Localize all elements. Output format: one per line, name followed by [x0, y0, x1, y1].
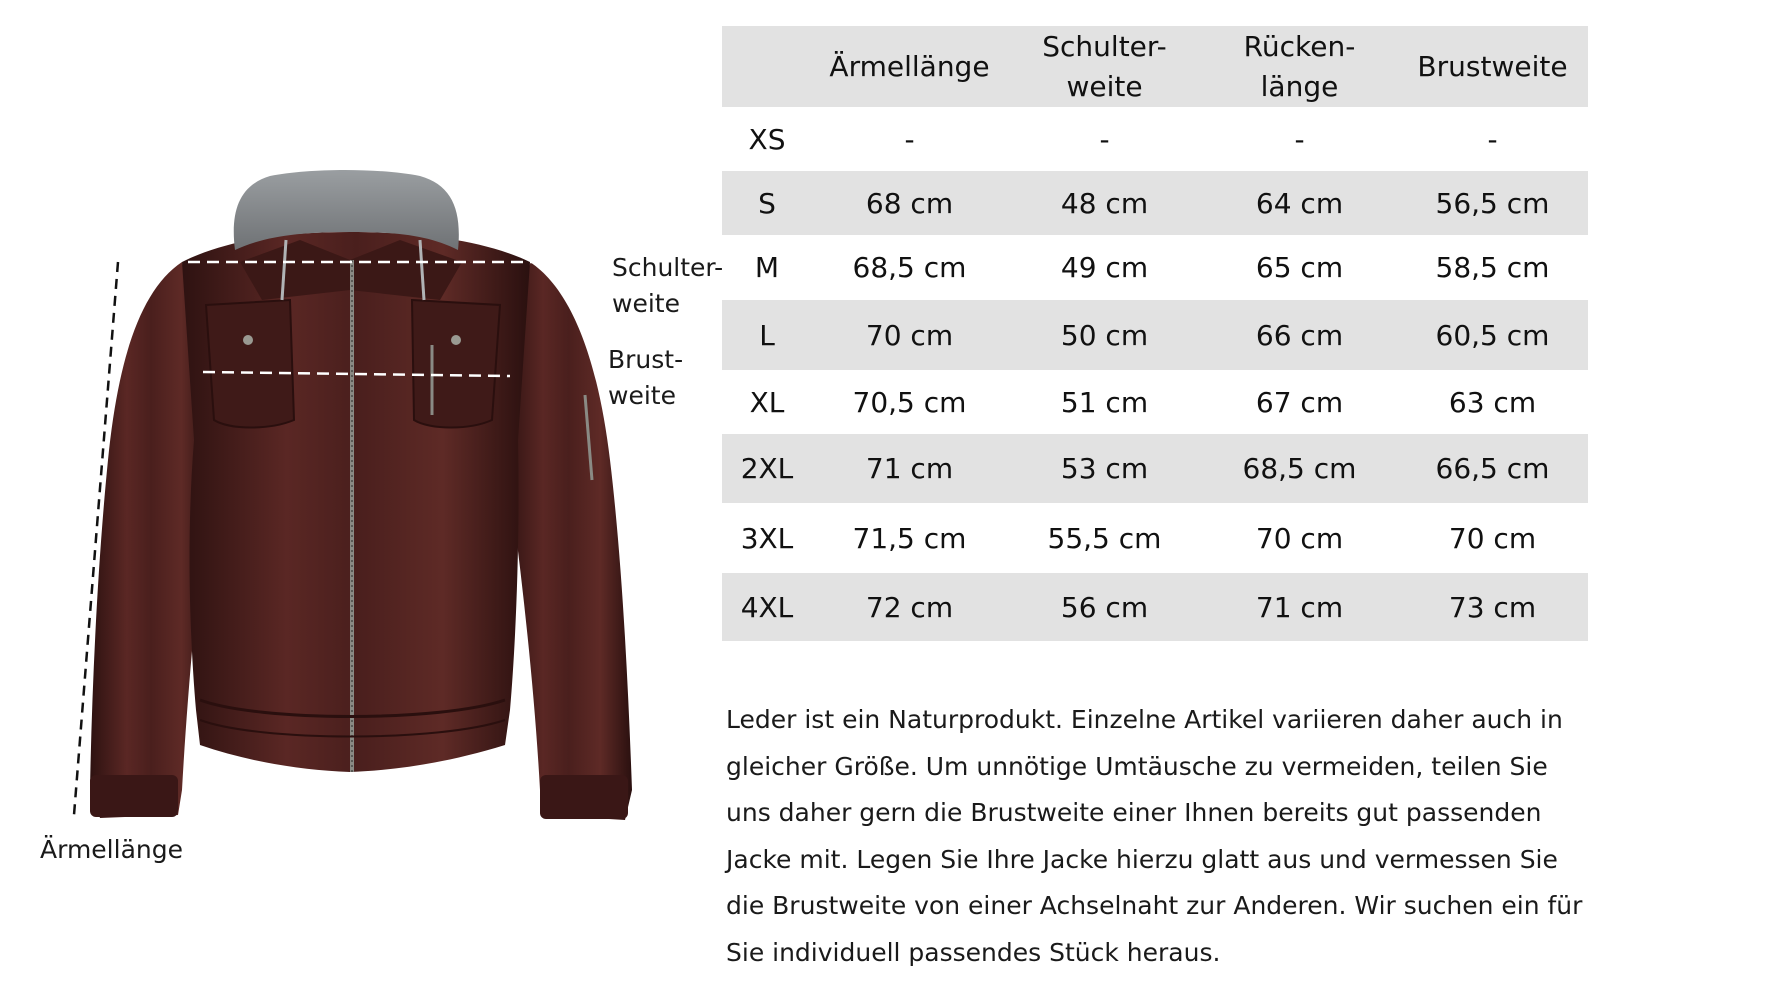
header-rueckenlaenge: Rücken- länge	[1243, 29, 1356, 103]
table-cell: 67 cm	[1255, 385, 1344, 419]
table-cell: 63 cm	[1448, 385, 1537, 419]
table-cell: L	[722, 300, 812, 370]
table-cell: M	[754, 251, 780, 284]
table-cell: 3XL	[740, 521, 794, 555]
table-cell: 72 cm	[812, 573, 1007, 641]
right-chest-pocket	[412, 300, 500, 428]
table-cell: 48 cm	[1007, 171, 1202, 235]
schulterweite-label: Schulter- weite	[612, 253, 724, 318]
table-cell: 60,5 cm	[1397, 300, 1588, 370]
table-cell: 65 cm	[1255, 251, 1344, 284]
table-cell: 71 cm	[1202, 573, 1397, 641]
table-cell: 50 cm	[1007, 300, 1202, 370]
table-cell: 71,5 cm	[852, 521, 967, 555]
table-cell: -	[1487, 122, 1498, 156]
table-cell: 51 cm	[1060, 385, 1149, 419]
table-cell: 71 cm	[812, 434, 1007, 503]
table-cell: 56,5 cm	[1397, 171, 1588, 235]
table-cell: XL	[749, 385, 785, 419]
table-cell: 53 cm	[1007, 434, 1202, 503]
header-aermellaenge: Ärmellänge	[829, 49, 990, 83]
table-cell: 73 cm	[1397, 573, 1588, 641]
table-cell: 68,5 cm	[1202, 434, 1397, 503]
leather-note: Leder ist ein Naturprodukt. Einzelne Artikel variieren daher auch in gleicher Größe. Um unnötige Umtäusche zu vermeiden, teilen Sie uns daher gern die Brustweite einer Ihnen bereits gut passenden Jacke mit. Legen Sie Ihre Jacke hierzu glatt aus und vermessen Sie die Brustweite von einer Achselnaht zur Anderen. Wir suchen ein für Sie individuell passendes Stück heraus.	[726, 705, 1583, 967]
left-chest-pocket	[206, 300, 294, 428]
header-brustweite: Brustweite	[1417, 49, 1568, 83]
table-cell: 66,5 cm	[1397, 434, 1588, 503]
table-cell: 68,5 cm	[852, 251, 967, 284]
table-cell: 64 cm	[1202, 171, 1397, 235]
table-cell: 66 cm	[1202, 300, 1397, 370]
table-row	[722, 235, 1588, 300]
table-row	[722, 171, 1588, 235]
header-size	[722, 26, 812, 107]
table-cell: -	[904, 122, 915, 156]
table-cell: 2XL	[722, 434, 812, 503]
table-cell: -	[1099, 122, 1110, 156]
right-cuff	[540, 775, 628, 819]
brustweite-label: Brust- weite	[608, 345, 684, 410]
jacket-figure	[0, 0, 740, 1000]
left-cuff	[90, 775, 178, 817]
table-row	[722, 370, 1588, 434]
table-cell: 70 cm	[1448, 521, 1537, 555]
table-cell: 49 cm	[1060, 251, 1149, 284]
table-cell: 55,5 cm	[1047, 521, 1162, 555]
table-cell: 56 cm	[1007, 573, 1202, 641]
table-cell: 70 cm	[812, 300, 1007, 370]
header-schulterweite: Schulter- weite	[1042, 29, 1167, 103]
size-table	[722, 26, 1588, 641]
table-cell: 4XL	[722, 573, 812, 641]
table-row	[722, 434, 1588, 503]
table-row	[722, 107, 1588, 171]
table-cell: 68 cm	[812, 171, 1007, 235]
table-row	[722, 573, 1588, 641]
aermellaenge-label: Ärmellänge	[40, 835, 183, 864]
table-cell: 70,5 cm	[852, 385, 967, 419]
table-header-row	[722, 26, 1588, 107]
table-cell: 58,5 cm	[1435, 251, 1550, 284]
table-row	[722, 503, 1588, 573]
table-cell: S	[722, 171, 812, 235]
table-cell: 70 cm	[1255, 521, 1344, 555]
table-row	[722, 300, 1588, 370]
table-cell: -	[1294, 122, 1305, 156]
table-cell: XS	[748, 122, 786, 156]
